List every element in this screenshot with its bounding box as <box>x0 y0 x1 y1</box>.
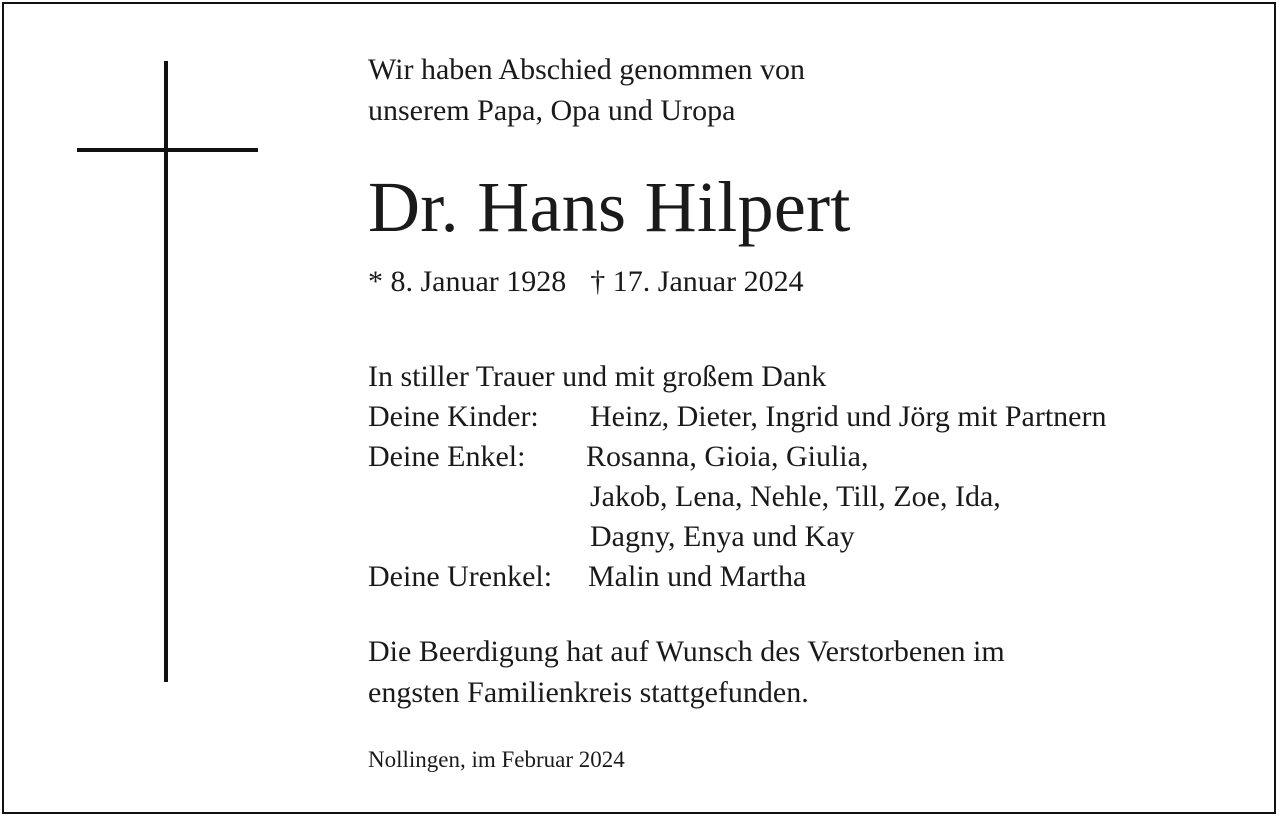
funeral-line-1: Die Beerdigung hat auf Wunsch des Verstorbenen im <box>368 635 1005 668</box>
great-grandchildren-names: Malin und Martha <box>588 560 807 593</box>
obituary-frame <box>2 2 1276 814</box>
children-label: Deine Kinder: <box>368 400 539 433</box>
intro-line-2: unserem Papa, Opa und Uropa <box>368 94 736 127</box>
cross-icon-vertical-beam <box>164 61 168 682</box>
deceased-name: Dr. Hans Hilpert <box>368 167 851 247</box>
mourning-line: In stiller Trauer und mit großem Dank <box>368 360 827 393</box>
birth-date: * 8. Januar 1928 <box>368 265 567 298</box>
death-date: † 17. Januar 2024 <box>590 265 804 298</box>
grandchildren-names-line-2: Jakob, Lena, Nehle, Till, Zoe, Ida, <box>590 480 1001 513</box>
life-dates <box>368 262 804 302</box>
grandchildren-names-line-1: Rosanna, Gioia, Giulia, <box>586 440 869 473</box>
funeral-line-2: engsten Familienkreis stattgefunden. <box>368 676 809 709</box>
cross-icon-horizontal-beam <box>77 148 258 152</box>
grandchildren-label: Deine Enkel: <box>368 440 526 473</box>
children-names: Heinz, Dieter, Ingrid und Jörg mit Partnern <box>590 400 1107 433</box>
grandchildren-names-line-3: Dagny, Enya und Kay <box>590 520 855 553</box>
place-and-date: Nollingen, im Februar 2024 <box>368 747 625 772</box>
intro-line-1: Wir haben Abschied genommen von <box>368 53 806 86</box>
great-grandchildren-label: Deine Urenkel: <box>368 560 553 593</box>
intro-text <box>368 49 805 131</box>
funeral-note <box>368 631 1005 713</box>
